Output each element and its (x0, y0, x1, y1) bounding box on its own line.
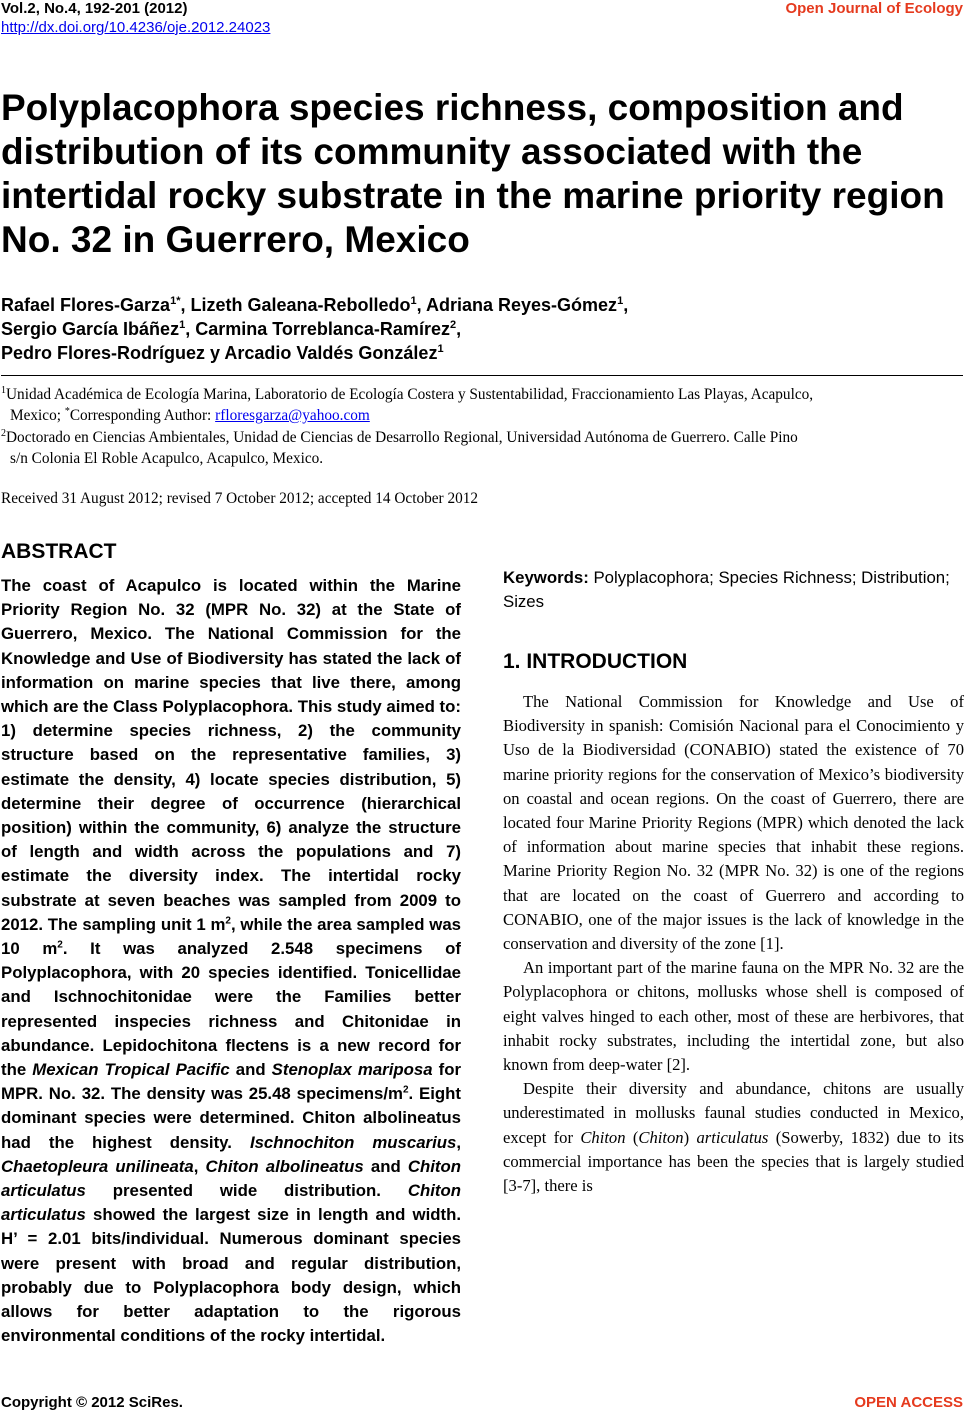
abstract-heading: ABSTRACT (1, 540, 117, 563)
author-list (1, 293, 963, 365)
open-access-label: OPEN ACCESS (854, 1394, 963, 1411)
author-affil-mark: 2 (449, 319, 457, 331)
author-affil-mark: 1 (617, 295, 624, 307)
author-name: Rafael Flores-Garza (1, 295, 171, 315)
affil-text-cont: Mexico; (10, 407, 65, 424)
paragraph-text: Despite their diversity and abundance, chitons are usually underestimated in mollusks faunal studies conducted in Mexico, except for (503, 1079, 964, 1147)
author-name: , Carmina Torreblanca-Ramírez (185, 319, 450, 339)
abstract-text: The coast of Acapulco is located within the Marine Priority Region No. 32 (MPR No. 32) at the State of Guerrero, Mexico. The National Commission for the Knowledge and Use of Biodiversity has stated the lack of information on marine species that live there, among which are the Class Polyplacophora. This study aimed to: 1) determine species richness, 2) the community structure based on the representative families, 3) estimate the density, 4) locate species distribution, 5) determine their degree of occurrence (hierarchical position) within the community, 6) analyze the structure of length and width across the populations and 7) estimate the diversity index. The intertidal rocky substrate at seven beaches was sampled from 2009 to 2012. The sampling unit 1 m (1, 576, 461, 934)
species-epithet: articulatus (696, 1127, 769, 1147)
species-name: Chiton articulatus (1, 1181, 461, 1225)
abstract-text: and (229, 1060, 272, 1080)
paragraph: An important part of the marine fauna on the MPR No. 32 are the Polyplacophora or chitons, mollusks whose shell is composed of eight valves hinged to each other, most of these are herbivores, that inhabit rocky substrates, including the intertidal zone, but also known from deep-water [2]. (503, 958, 964, 1075)
corr-label: Corresponding Author: (69, 407, 216, 424)
abstract-text: , while the area sampled was 10 m (1, 914, 461, 959)
introduction-body (503, 690, 964, 1198)
author-name: , Lizeth Galeana-Rebolledo (180, 295, 411, 315)
received-dates: Received 31 August 2012; revised 7 October 2012; accepted 14 October 2012 (1, 490, 479, 507)
paragraph-text: (Sowerby, 1832) due to its commercial importance has been the species that is largely studied [3-7], there is (503, 1127, 964, 1196)
affil-text: Unidad Académica de Ecología Marina, Laboratorio de Ecología Costera y Sustentabilidad, Fraccionamiento Las Playas, Acapulco, (6, 386, 814, 403)
author-affil-mark: 1 (437, 343, 444, 355)
author-separator: , (623, 295, 629, 315)
affil-text: Doctorado en Ciencias Ambientales, Unidad de Ciencias de Desarrollo Regional, Universidad Autónoma de Guerrero. Calle Pino (6, 429, 798, 446)
author-name: Pedro Flores-Rodríguez y Arcadio Valdés González (1, 343, 438, 363)
author-separator: , (456, 319, 462, 339)
superscript: 2 (225, 915, 231, 927)
email-link[interactable]: rfloresgarza@yahoo.com (215, 407, 370, 424)
abstract-text: and (363, 1156, 408, 1176)
superscript: 2 (402, 1084, 409, 1096)
affil-text-cont: s/n Colonia El Roble Acapulco, Acapulco, Mexico. (10, 450, 324, 467)
header-divider (1, 375, 963, 376)
journal-name: Open Journal of Ecology (785, 0, 963, 17)
affil-mark: 2 (1, 427, 6, 439)
subgenus-name: Chiton (638, 1127, 684, 1147)
superscript: 2 (57, 939, 63, 951)
copyright: Copyright © 2012 SciRes. (1, 1394, 183, 1411)
species-name: Chaetopleura unilineata (1, 1156, 194, 1176)
author-affil-mark: 1 (410, 295, 417, 307)
corr-mark: * (64, 405, 70, 417)
paragraph-text: ) (683, 1127, 697, 1147)
introduction-heading: 1. INTRODUCTION (503, 650, 688, 673)
abstract-text: . Eight dominant species were determined. Chiton albolineatus had the highest density. (1, 1084, 461, 1152)
abstract-text: . It was analyzed 2.548 specimens of Polyplacophora, with 20 species identified. Tonicellidae and Ischnochitonidae were the Families better represented inspecies richness and Chitonidae in abundance. Lepidochitona flectens is a new record for the (1, 939, 461, 1080)
abstract-text: , (456, 1132, 461, 1152)
paragraph (503, 1077, 964, 1198)
abstract-text: for MPR. No. 32. The density was 25.48 specimens/m (1, 1060, 461, 1104)
author-affil-mark: 1 (179, 319, 186, 331)
paragraph: The National Commission for Knowledge and Use of Biodiversity in spanish: Comisión Nacional para el Conocimiento y Uso de la Biodiversidad (CONABIO) stated the existence of 70 marine priority regions for the conservation of Mexico’s biodiversity on coastal and ocean regions. On the coast of Guerrero, there are located four Marine Priority Regions (MPR) which denoted the lack of information about marine species that inhabit these regions. Marine Priority Region No. 32 (MPR No. 32) is one of the regions that are located on the coast of Guerrero and according to CONABIO, one of the major issues is the lack of knowledge in the conservation and diversity of the zone [1]. (503, 692, 964, 954)
abstract-body (1, 574, 461, 1349)
paragraph-text: ( (625, 1127, 639, 1147)
species-name: Ischnochiton muscarius (249, 1132, 457, 1152)
right-column (503, 538, 964, 1198)
keywords-text: Polyplacophora; Species Richness; Distribution; Sizes (503, 568, 950, 611)
affiliation-1 (1, 384, 964, 426)
genus-name: Chiton (580, 1127, 626, 1147)
left-column (1, 538, 461, 1349)
keywords-label: Keywords: (503, 568, 589, 587)
affil-mark: 1 (1, 384, 6, 396)
species-name: Stenoplax mariposa (271, 1060, 433, 1080)
doi-link[interactable]: http://dx.doi.org/10.4236/oje.2012.24023 (1, 19, 271, 36)
author-name: , Adriana Reyes-Gómez (416, 295, 618, 315)
keywords (503, 566, 964, 614)
species-name: Chiton articulatus (1, 1156, 461, 1201)
affiliation-2 (1, 427, 964, 469)
author-name: Sergio García Ibáñez (1, 319, 180, 339)
abstract-text: , (193, 1156, 206, 1176)
paper-title: Polyplacophora species richness, composition and distribution of its community associated with the intertidal rocky substrate in the marine priority region No. 32 in Guerrero, Mexico (1, 87, 945, 260)
abstract-text: presented wide distribution. (85, 1181, 408, 1201)
author-affil-mark: 1* (170, 295, 181, 307)
journal-issue: Vol.2, No.4, 192-201 (2012) (1, 0, 188, 17)
abstract-text: showed the largest size in length and width. H’ = 2.01 bits/individual. Numerous dominant species were present with broad and regular distribution, probably due to Polyplacophora body design, which allows for better adaptation to the rigorous environmental conditions of the rocky intertidal. (1, 1205, 461, 1346)
species-name: Chiton albolineatus (205, 1156, 364, 1176)
italic-term: Mexican Tropical Pacific (32, 1060, 230, 1080)
